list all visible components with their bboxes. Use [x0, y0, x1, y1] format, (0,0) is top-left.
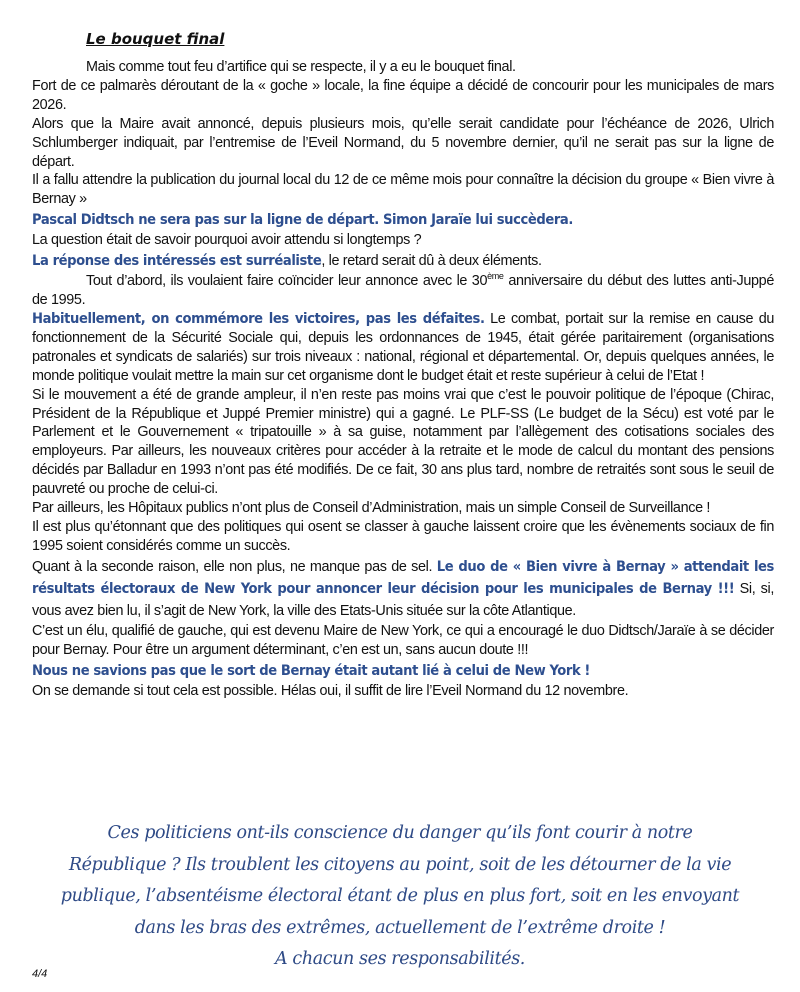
closing-line: Ces politiciens ont-ils conscience du danger qu’ils font courir à notre	[107, 823, 693, 843]
closing-line: A chacun ses responsabilités.	[275, 949, 525, 969]
paragraph-text: Tout d’abord, ils voulaient faire coïncider leur annonce avec le 30	[86, 273, 488, 290]
paragraph: Fort de ce palmarès déroutant de la « goche » locale, la fine équipe a décidé de concourir pour les municipales de mars 2026.	[32, 77, 774, 113]
paragraph: C’est un élu, qualifié de gauche, qui est devenu Maire de New York, ce qui a encouragé le duo Didtsch/Jaraïe à se décider pour Bernay. Pour être un argument déterminant, c’en est un, sans aucun doute !!!	[32, 622, 774, 658]
section-title: Le bouquet final	[86, 30, 225, 48]
paragraph	[32, 556, 774, 622]
paragraph: Mais comme tout feu d’artifice qui se respecte, il y a eu le bouquet final.	[86, 59, 516, 75]
paragraph: Si le mouvement a été de grande ampleur, il n’en reste pas moins vrai que c’est le pouvoir politique de l’époque (Chirac, Président de la République et Juppé Premier ministre) qui a gagné. Le PLF-SS (Le budget de la Sécu) est voté par le Parlement et le Gouvernement « tripatouille » à sa guise, notamment par l’allègement des cotisations sociales des employeurs. Par ailleurs, les nouveaux critères pour accéder à la retraite et le mode de calcul du montant des pensions décidés par Balladur en 1993 n’ont pas été modifiés. De ce fait, 30 ans plus tard, nombre de retraités sont sous le seuil de pauvreté ou proche de celui-ci.	[32, 386, 774, 498]
closing-line: publique, l’absentéisme électoral étant de plus en plus fort, soit en les envoyant	[60, 886, 740, 906]
highlight-statement: Le duo de « Bien vivre à Bernay » attendait les résultats électoraux de New York pour annoncer leur décision pour les municipales de Bernay !!!	[32, 557, 774, 597]
highlight-statement: La réponse des intéressés est surréaliste	[32, 252, 322, 270]
highlight-statement: Pascal Didtsch ne sera pas sur la ligne de départ. Simon Jaraïe lui succèdera.	[32, 211, 573, 229]
superscript: ème	[487, 271, 504, 282]
paragraph-text: Le combat, portait sur la remise en cause du fonctionnement de la Sécurité Sociale qui, depuis les ordonnances de 1945, était gérée paritairement (organisations patronales et syndicats de salariés) sur trois niveaux : national, régional et départemental. Or, depuis quelques années, le monde politique voulait mettre la main sur cet organisme dont le budget était et reste supérieur à celui de l’Etat !	[32, 310, 774, 384]
highlight-statement: Nous ne savions pas que le sort de Bernay était autant lié à celui de New York !	[32, 661, 591, 679]
paragraph-text: Si, si, vous avez bien lu, il s’agit de New York, la ville des Etats-Unis située sur la côte Atlantique.	[32, 580, 774, 619]
paragraph: Il est plus qu’étonnant que des politiques qui osent se classer à gauche laissent croire que les évènements sociaux de fin 1995 soient considérés comme un succès.	[32, 518, 774, 554]
paragraph: Il a fallu attendre la publication du journal local du 12 de ce même mois pour connaître la décision du groupe « Bien vivre à Bernay »	[32, 172, 774, 208]
article-body	[32, 58, 774, 700]
paragraph: La question était de savoir pourquoi avoir attendu si longtemps ?	[32, 232, 422, 249]
page-number: 4/4	[32, 968, 48, 980]
paragraph	[32, 250, 774, 272]
highlight-statement: Habituellement, on commémore les victoires, pas les défaites.	[32, 309, 485, 327]
paragraph: On se demande si tout cela est possible. Hélas oui, il suffit de lire l’Eveil Normand du 12 novembre.	[32, 682, 629, 699]
paragraph-text: Quant à la seconde raison, elle non plus, ne manque pas de sel.	[32, 558, 437, 575]
closing-statement	[20, 818, 780, 976]
paragraph-text: anniversaire du début des luttes anti-Juppé de 1995.	[32, 273, 774, 309]
paragraph: Alors que la Maire avait annoncé, depuis plusieurs mois, qu’elle serait candidate pour l’échéance de 2026, Ulrich Schlumberger indiquait, par l’entremise de l’Eveil Normand, du 5 novembre dernier, qu’il ne serait pas sur la ligne de départ.	[32, 115, 774, 170]
closing-line: République ? Ils troublent les citoyens au point, soit de les détourner de la vie	[68, 854, 732, 875]
paragraph	[32, 272, 774, 310]
closing-line: dans les bras des extrêmes, actuellement de l’extrême droite !	[134, 917, 666, 938]
paragraph: Par ailleurs, les Hôpitaux publics n’ont plus de Conseil d’Administration, mais un simple Conseil de Surveillance !	[32, 500, 711, 517]
paragraph-text: , le retard serait dû à deux éléments.	[321, 253, 542, 270]
paragraph	[32, 310, 774, 386]
